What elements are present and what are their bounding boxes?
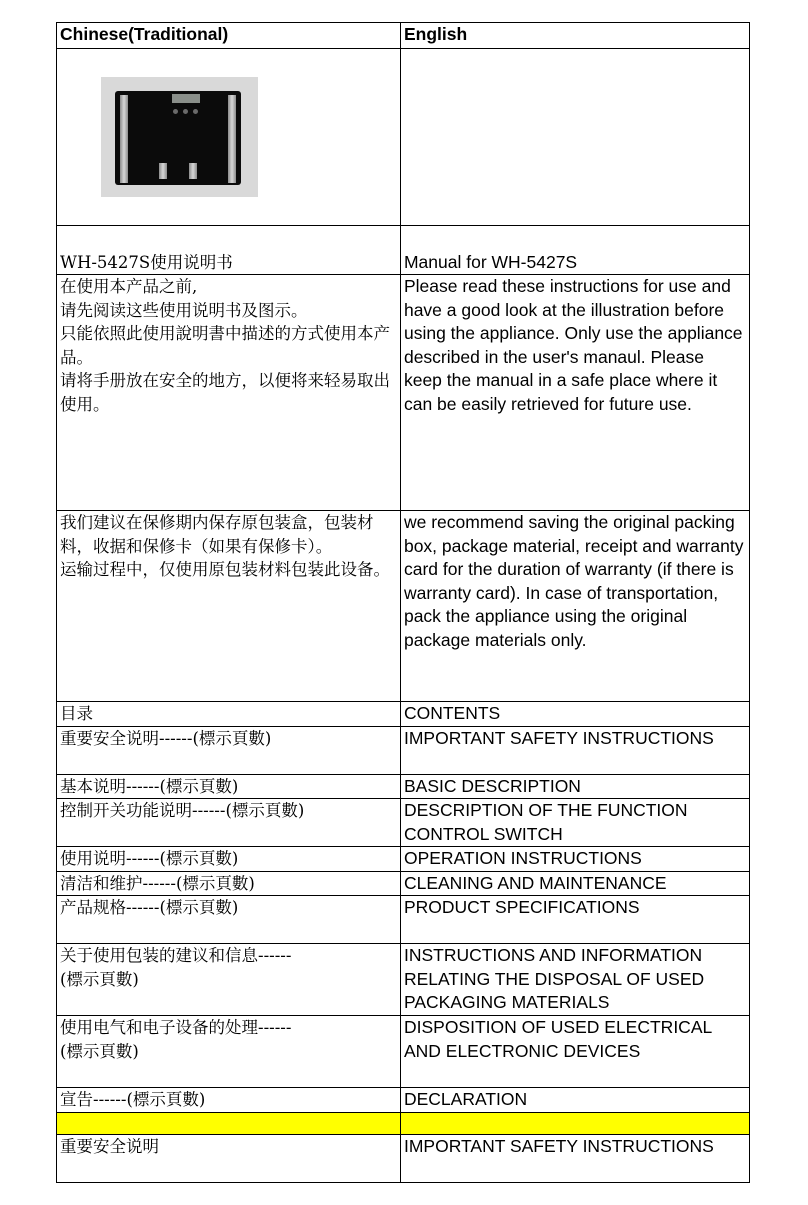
header-chinese: Chinese(Traditional) xyxy=(57,23,401,49)
highlight-row xyxy=(57,1112,750,1134)
row-chinese xyxy=(57,1112,401,1134)
row-chinese: WH-5427S使用说明书 xyxy=(57,226,401,275)
row-english: DISPOSITION OF USED ELECTRICAL AND ELECTRONIC DEVICES xyxy=(400,1016,749,1088)
row-chinese: 在使用本产品之前, 请先阅读这些使用说明书及图示。 只能依照此使用說明書中描述的方式使用本产品。 请将手册放在安全的地方，以便将来轻易取出使用。 xyxy=(57,275,401,511)
row-english: CLEANING AND MAINTENANCE xyxy=(400,871,749,896)
table-row xyxy=(57,1134,750,1182)
table-row xyxy=(57,275,750,511)
table-row xyxy=(57,847,750,872)
table-row xyxy=(57,702,750,727)
row-chinese: 目录 xyxy=(57,702,401,727)
table-row xyxy=(57,511,750,702)
table-row xyxy=(57,896,750,944)
row-english: OPERATION INSTRUCTIONS xyxy=(400,847,749,872)
row-english: INSTRUCTIONS AND INFORMATION RELATING THE DISPOSAL OF USED PACKAGING MATERIALS xyxy=(400,944,749,1016)
row-chinese: 控制开关功能说明------(標示頁數) xyxy=(57,799,401,847)
row-english: Manual for WH-5427S xyxy=(400,226,749,275)
row-english: Please read these instructions for use and have a good look at the illustration before using the appliance. Only use the appliance described in the user's manaul. Please keep the manual in a safe place where it can be easily retrieved for future use. xyxy=(400,275,749,511)
row-chinese: 使用电气和电子设备的处理------ (標示頁數) xyxy=(57,1016,401,1088)
table-row xyxy=(57,726,750,774)
table-row xyxy=(57,871,750,896)
table-row xyxy=(57,799,750,847)
row-chinese: 使用说明------(標示頁數) xyxy=(57,847,401,872)
row-chinese: 清洁和维护------(標示頁數) xyxy=(57,871,401,896)
table-row xyxy=(57,226,750,275)
row-chinese: 重要安全说明------(標示頁數) xyxy=(57,726,401,774)
row-chinese: 基本说明------(標示頁數) xyxy=(57,774,401,799)
row-chinese: 宣告------(標示頁數) xyxy=(57,1088,401,1113)
row-english: BASIC DESCRIPTION xyxy=(400,774,749,799)
table-row xyxy=(57,944,750,1016)
row-english: DESCRIPTION OF THE FUNCTION CONTROL SWITCH xyxy=(400,799,749,847)
row-chinese: 产品规格------(標示頁數) xyxy=(57,896,401,944)
image-row xyxy=(57,49,750,226)
header-english: English xyxy=(400,23,749,49)
row-english: DECLARATION xyxy=(400,1088,749,1113)
row-chinese: 重要安全说明 xyxy=(57,1134,401,1182)
row-english xyxy=(400,1112,749,1134)
row-english: CONTENTS xyxy=(400,702,749,727)
row-chinese: 关于使用包装的建议和信息------ (標示頁數) xyxy=(57,944,401,1016)
row-english: IMPORTANT SAFETY INSTRUCTIONS xyxy=(400,726,749,774)
row-english: we recommend saving the original packing box, package material, receipt and warranty card for the duration of warranty (if there is warranty card). In case of transportation, pack the appliance using the original package materials only. xyxy=(400,511,749,702)
table-row xyxy=(57,1016,750,1088)
lcd-display xyxy=(172,94,200,103)
table-row xyxy=(57,774,750,799)
row-english: PRODUCT SPECIFICATIONS xyxy=(400,896,749,944)
table-row xyxy=(57,1088,750,1113)
body-fat-scale-icon xyxy=(101,77,258,197)
row-chinese: 我们建议在保修期内保存原包装盒，包装材料，收据和保修卡（如果有保修卡）。 运输过程中，仅使用原包装材料包装此设备。 xyxy=(57,511,401,702)
translation-table xyxy=(56,22,750,1183)
header-row xyxy=(57,23,750,49)
row-english: IMPORTANT SAFETY INSTRUCTIONS xyxy=(400,1134,749,1182)
image-cell-english xyxy=(400,49,749,226)
image-cell xyxy=(57,49,401,226)
